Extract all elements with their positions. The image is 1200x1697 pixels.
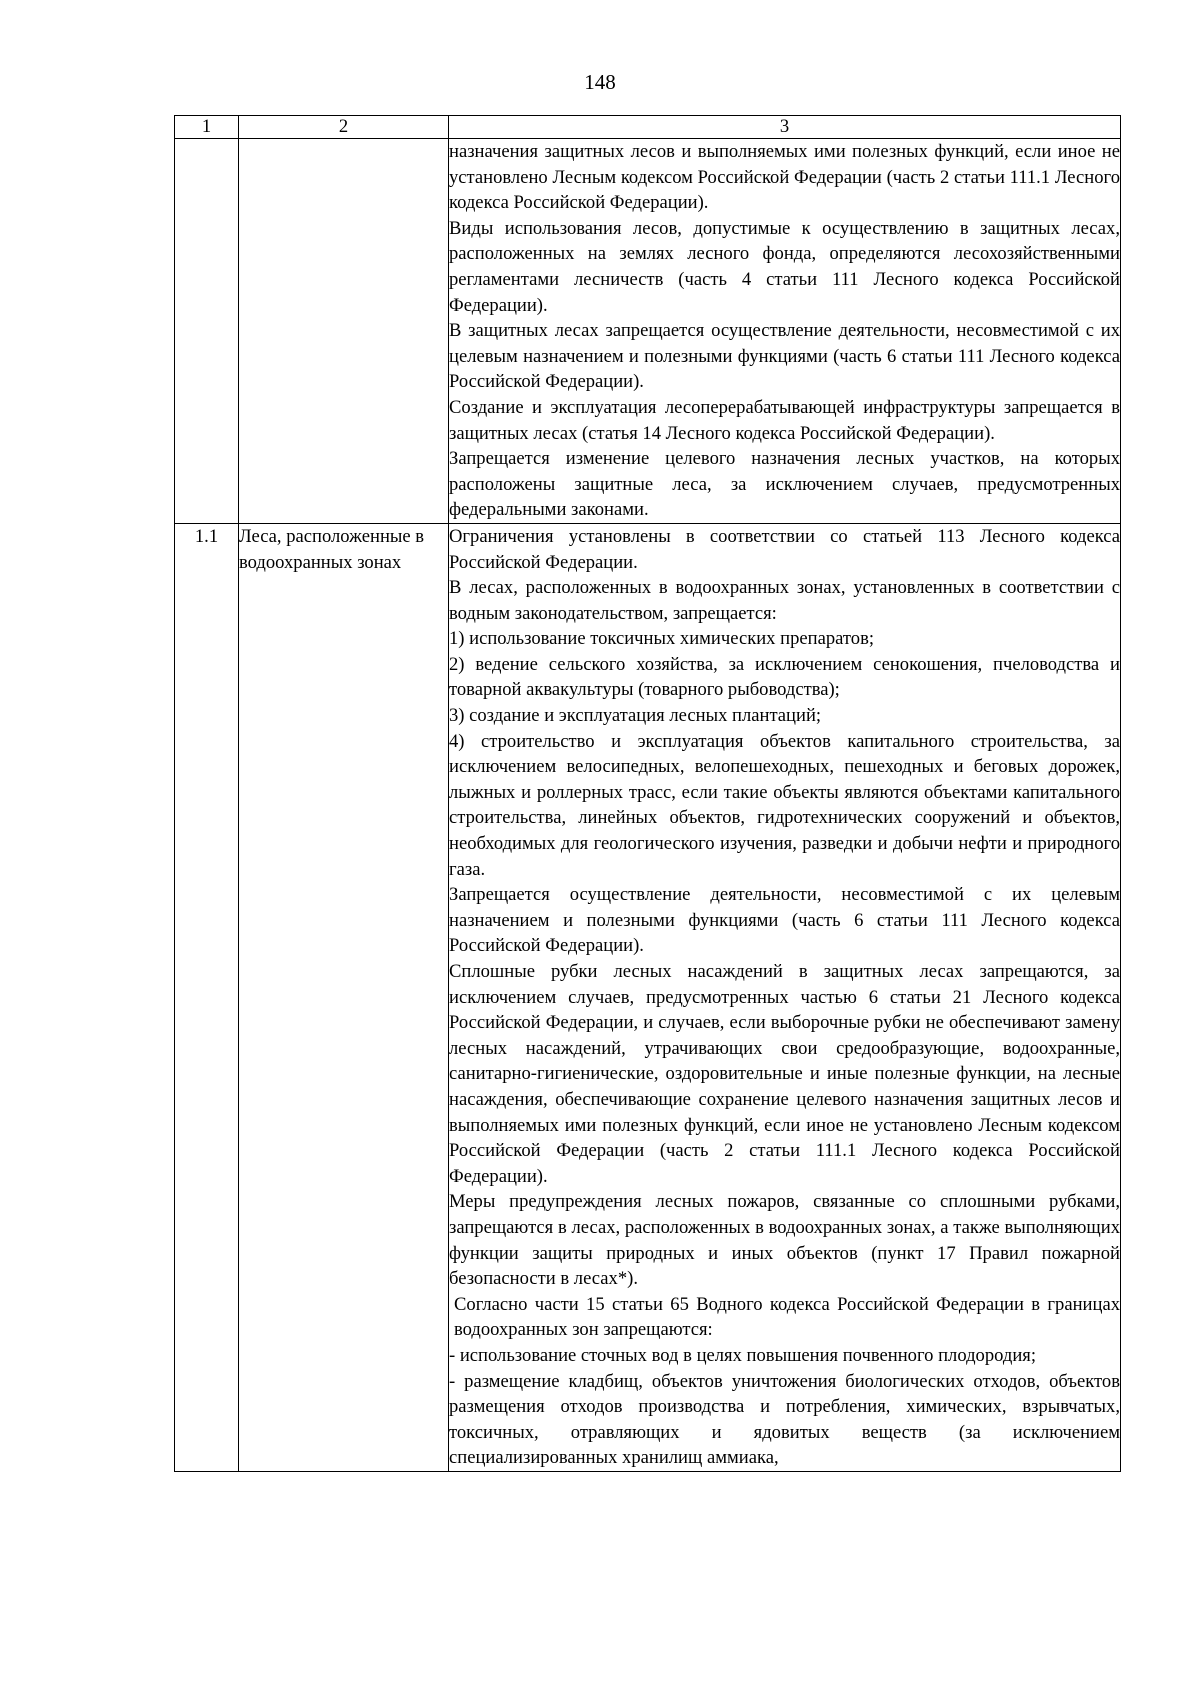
paragraph: 4) строительство и эксплуатация объектов капитального строительства, за исключением велосипедных, велопешеходных, пешеходных и беговых дорожек, лыжных и роллерных трасс, если такие объекты являются объектами капитального строительства, линейных объектов, гидротехнических сооружений и объектов, необходимых для геологического изучения, разведки и добычи нефти и природного газа. <box>449 730 1120 880</box>
page-number: 148 <box>584 70 616 94</box>
paragraph: 3) создание и эксплуатация лесных плантаций; <box>449 705 822 727</box>
paragraph: Запрещается осуществление деятельности, несовместимой с их целевым назначением и полезными функциями (часть 6 статьи 111 Лесного кодекса Российской Федерации). <box>449 884 1120 957</box>
column-header-1: 1 <box>175 116 239 139</box>
paragraph: Меры предупреждения лесных пожаров, связанные со сплошными рубками, запрещаются в лесах, расположенных в водоохранных зонах, а также выполняющих функции защиты природных и иных объектов (пункт 17 Правил пожарной безопасности в лесах*). <box>449 1191 1120 1290</box>
paragraph: Запрещается изменение целевого назначения лесных участков, на которых расположены защитные леса, за исключением случаев, предусмотренных федеральными законами. <box>449 448 1120 521</box>
paragraph: Ограничения установлены в соответствии со статьей 113 Лесного кодекса Российской Федерации. <box>449 525 1120 573</box>
paragraph: - размещение кладбищ, объектов уничтожения биологических отходов, объектов размещения отходов производства и потребления, химических, взрывчатых, токсичных, отравляющих и ядовитых веществ (за исключением специализированных хранилищ аммиака, <box>449 1370 1120 1469</box>
paragraph: В лесах, расположенных в водоохранных зонах, установленных в соответствии с водным законодательством, запрещается: <box>449 577 1120 624</box>
row-number <box>175 139 239 524</box>
paragraph: 1) использование токсичных химических препаратов; <box>449 628 875 650</box>
column-header-3: 3 <box>449 116 1121 139</box>
paragraph: 2) ведение сельского хозяйства, за исключением сенокошения, пчеловодства и товарной аквакультуры (товарного рыбоводства); <box>449 653 1120 701</box>
paragraph: Согласно части 15 статьи 65 Водного кодекса Российской Федерации в границах водоохранных зон запрещаются: <box>454 1293 1120 1341</box>
row-name: Леса, расположенные в водоохранных зонах <box>239 523 449 1471</box>
row-text <box>449 139 1121 524</box>
paragraph: Сплошные рубки лесных насаждений в защитных лесах запрещаются, за исключением случаев, предусмотренных частью 6 статьи 21 Лесного кодекса Российской Федерации, и случаев, если выборочные рубки не обеспечивают замену лесных насаждений, утрачивающих свои средообразующие, водоохранные, санитарно-гигиенические, оздоровительные и иные полезные функции, на лесные насаждения, обеспечивающие сохранение целевого назначения защитных лесов и выполняемых ими полезных функций, если иное не установлено Лесным кодексом Российской Федерации (часть 2 статьи 111.1 Лесного кодекса Российской Федерации). <box>449 961 1120 1187</box>
paragraph: В защитных лесах запрещается осуществление деятельности, несовместимой с их целевым назначением и полезными функциями (часть 6 статьи 111 Лесного кодекса Российской Федерации). <box>449 320 1120 393</box>
table-row <box>175 139 1121 524</box>
column-header-2: 2 <box>239 116 449 139</box>
table-row <box>175 523 1121 1471</box>
row-number: 1.1 <box>175 523 239 1471</box>
table-header-row <box>175 116 1121 139</box>
row-name <box>239 139 449 524</box>
paragraph: - использование сточных вод в целях повышения почвенного плодородия; <box>449 1344 1037 1366</box>
row-text <box>449 523 1121 1471</box>
document-table <box>174 115 1121 1472</box>
paragraph: Создание и эксплуатация лесоперерабатывающей инфраструктуры запрещается в защитных лесах (статья 14 Лесного кодекса Российской Федерации). <box>449 396 1120 444</box>
paragraph: Виды использования лесов, допустимые к осуществлению в защитных лесах, расположенных на землях лесного фонда, определяются лесохозяйственными регламентами лесничеств (часть 4 статьи 111 Лесного кодекса Российской Федерации). <box>449 217 1120 316</box>
paragraph: назначения защитных лесов и выполняемых ими полезных функций, если иное не установлено Лесным кодексом Российской Федерации (часть 2 статьи 111.1 Лесного кодекса Российской Федерации). <box>449 141 1120 214</box>
